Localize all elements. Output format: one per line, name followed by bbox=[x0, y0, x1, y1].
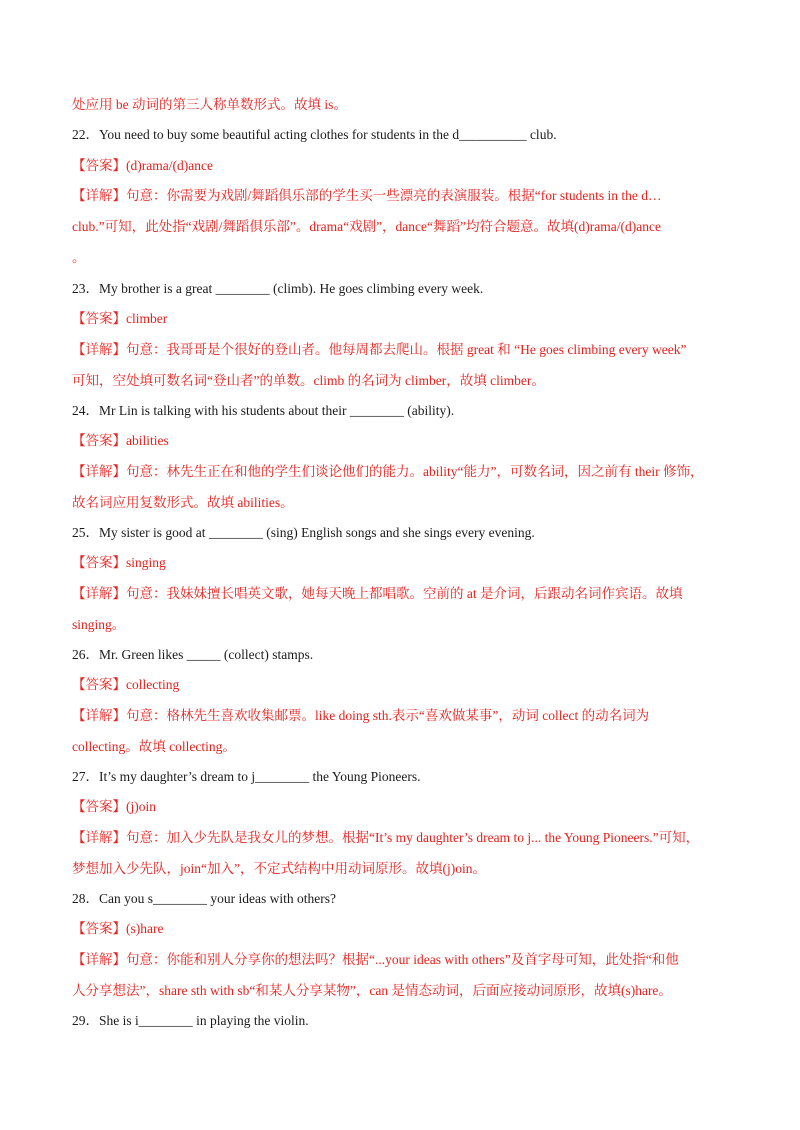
question-29: 29．She is i________ in playing the violin. bbox=[72, 1013, 309, 1028]
answer-23: 【答案】climber bbox=[72, 311, 168, 326]
answer-27: 【答案】(j)oin bbox=[72, 799, 156, 814]
question-27: 27．It’s my daughter’s dream to j________ the Young Pioneers. bbox=[72, 769, 421, 784]
question-25: 25．My sister is good at ________ (sing) English songs and she sings every evening. bbox=[72, 525, 535, 540]
explanation-line: 【详解】句意：我妹妹擅长唱英文歌，她每天晚上都唱歌。空前的 at 是介词，后跟动名词作宾语。故填 bbox=[72, 586, 683, 601]
explanation-line: 梦想加入少先队，join“加入”，不定式结构中用动词原形。故填(j)oin。 bbox=[72, 861, 486, 876]
explanation-line: 【详解】句意：你能和别人分享你的想法吗？根据“...your ideas with others”及首字母可知，此处指“和他 bbox=[72, 952, 679, 967]
question-26: 26．Mr. Green likes _____ (collect) stamps. bbox=[72, 647, 314, 662]
explanation-line: club.”可知，此处指“戏剧/舞蹈俱乐部”。drama“戏剧”，dance“舞蹈”均符合题意。故填(d)rama/(d)ance bbox=[72, 219, 661, 234]
answer-26: 【答案】collecting bbox=[72, 677, 180, 692]
question-28: 28．Can you s________ your ideas with others? bbox=[72, 891, 336, 906]
question-23: 23．My brother is a great ________ (climb). He goes climbing every week. bbox=[72, 281, 484, 296]
explanation-line: 处应用 be 动词的第三人称单数形式。故填 is。 bbox=[72, 97, 347, 112]
question-22: 22．You need to buy some beautiful acting clothes for students in the d__________ club. bbox=[72, 127, 557, 142]
explanation-line: 【详解】句意：加入少先队是我女儿的梦想。根据“It’s my daughter’s dream to j... the Young Pioneers.”可知， bbox=[72, 830, 700, 845]
answer-24: 【答案】abilities bbox=[72, 433, 169, 448]
explanation-line: 故名词应用复数形式。故填 abilities。 bbox=[72, 495, 294, 510]
explanation-line: 【详解】句意：你需要为戏剧/舞蹈俱乐部的学生买一些漂亮的表演服装。根据“for students in the d… bbox=[72, 188, 662, 203]
explanation-line: 可知，空处填可数名词“登山者”的单数。climb 的名词为 climber，故填 climber。 bbox=[72, 373, 545, 388]
answer-22: 【答案】(d)rama/(d)ance bbox=[72, 158, 213, 173]
explanation-line: 【详解】句意：林先生正在和他的学生们谈论他们的能力。ability“能力”，可数名词，因之前有 their 修饰， bbox=[72, 464, 704, 479]
explanation-line: 【详解】句意：我哥哥是个很好的登山者。他每周都去爬山。根据 great 和 “He goes climbing every week” bbox=[72, 342, 687, 357]
question-24: 24．Mr Lin is talking with his students about their ________ (ability). bbox=[72, 403, 455, 418]
explanation-line: 【详解】句意：格林先生喜欢收集邮票。like doing sth.表示“喜欢做某事”，动词 collect 的动名词为 bbox=[72, 708, 650, 723]
explanation-line: singing。 bbox=[72, 617, 126, 632]
explanation-line: 人分享想法”，share sth with sb“和某人分享某物”，can 是情态动词，后面应接动词原形，故填(s)hare。 bbox=[72, 983, 672, 998]
explanation-line: 。 bbox=[72, 250, 86, 265]
answer-25: 【答案】singing bbox=[72, 555, 166, 570]
explanation-line: collecting。故填 collecting。 bbox=[72, 739, 236, 754]
answer-28: 【答案】(s)hare bbox=[72, 921, 164, 936]
